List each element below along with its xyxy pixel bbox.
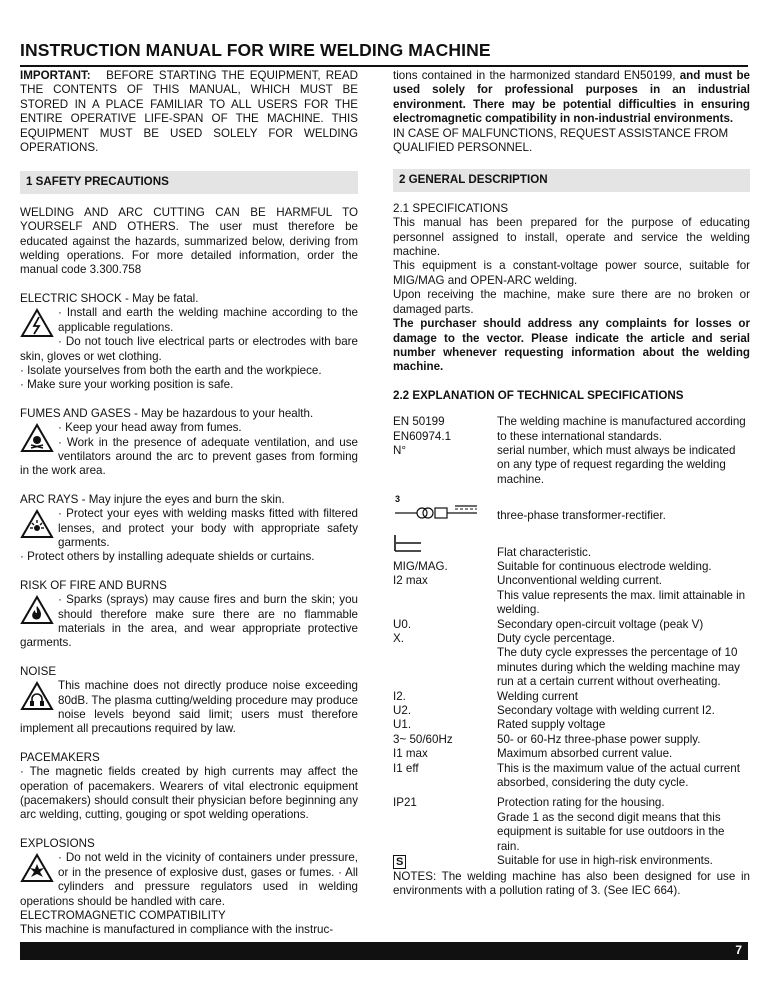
purchaser-notice: The purchaser should address any complaints for losses or damage to the vector. Please indicate the article and serial number whenever requesting information about the welding machine. xyxy=(393,317,750,374)
spec-row-mig: MIG/MAG. Suitable for continuous electrode welding. xyxy=(393,559,712,573)
flat-characteristic-icon xyxy=(393,534,423,552)
spec-row-ip: IP21 Protection rating for the housing. Grade 1 as the second digit means that this equipment is suitable for use outdoors in the rain. xyxy=(393,796,725,853)
arc-rays-icon xyxy=(20,509,54,539)
right-column: tions contained in the harmonized standard EN50199, and must be used solely for professional purposes in an industrial environment. There may be potential difficulties in ensuring electromagnetic compatibility in non-industrial environments. IN CASE OF MALFUNCTIONS, REQUEST ASSISTANCE FROM QUALIFIED PERSONNEL. 2 GENERAL DESCRIPTION 2.1 SPECIFICATIONS This manual has been prepared for the purpose of educating personnel assigned to install, operate and service the welding machine. This equipment is a constant-voltage power source, suitable for MIG/MAG and OPEN-ARC welding. Upon receiving the machine, make sure there are no broken or damaged parts. The purchaser should address any complaints for losses or damage to the vector. Please indicate the article and serial number whenever requesting information about the welding machine. 2.2 EXPLANATION OF TECHNICAL SPECIFICATIONS EN 50199 EN60974.1 The welding machine is manufactured according to these international standards. N° serial number, which must always be indicated on any type of request regarding the welding machine. 3 three-phase transformer-rectifier. Flat characteristic. MIG/MAG. Suitable for continuous electrode welding. I2 max Unconventional welding current. This value represents the max. limit attainable in welding. U0. Secondary open-circuit voltage (peak V) X. Duty cycle percentage. The duty cycle expresses the percentage of 10 minutes during which the welding machine may run at a certain current without overheating. I2. Welding current U2. Secondary voltage with welding current I2. U1. Rated supply voltage 3~ 50/60Hz 50- or 60-Hz three-phase power supply. I1 max Maximum absorbed current value. I1 eff This is the maximum value of the actual current absorbed, considering the duty cycle. IP21 Protection rating for the housing. Grade 1 as the second digit means that this equipment is suitable for use outdoors in the rain. S Suitable for use in high-risk environments. NOTES: The welding machine has also been designed for use in environments with a pollution rating of 3. (See IEC 664). xyxy=(393,69,750,897)
spec-row-flat: Flat characteristic. xyxy=(393,534,750,560)
spec-row-transformer: 3 three-phase transformer-rectifier. xyxy=(395,494,666,523)
spec-row-i1eff: I1 eff This is the maximum value of the actual current absorbed, considering the duty cycle. xyxy=(393,761,740,790)
left-column xyxy=(20,68,358,938)
s-mark-icon: S xyxy=(393,855,406,869)
spec-row-s: S Suitable for use in high-risk environments. xyxy=(393,854,750,869)
rays-title: ARC RAYS - May injure the eyes and burn the skin. xyxy=(20,492,285,506)
svg-text:3: 3 xyxy=(395,494,401,505)
emc-title: ELECTROMAGNETIC COMPATIBILITY xyxy=(20,908,226,922)
shock-title: ELECTRIC SHOCK - May be fatal. xyxy=(20,291,199,305)
title-rule xyxy=(20,65,748,67)
toxic-fumes-icon xyxy=(20,423,54,453)
pacemakers-title: PACEMAKERS xyxy=(20,750,100,764)
page-title: INSTRUCTION MANUAL FOR WIRE WELDING MACHINE xyxy=(20,40,491,60)
safety-intro: WELDING AND ARC CUTTING CAN BE HARMFUL TO YOURSELF AND OTHERS. The user must therefore be educated against the hazards, summarized below, deriving from welding operations. For more detailed information, order the manual code 3.300.758 xyxy=(20,205,358,277)
explosion-icon xyxy=(20,853,54,883)
fire-icon xyxy=(20,595,54,625)
noise-title: NOISE xyxy=(20,664,57,678)
transformer-rectifier-icon xyxy=(393,493,483,523)
fire-block: · Sparks (sprays) may cause fires and burn the skin; you should therefore make sure there are no flammable materials in the area, and wear appropriate protective garments. xyxy=(20,593,358,650)
rays-block: · Protect your eyes with welding masks fitted with filtered lenses, and protect your body with appropriate safety garments. · Protect others by installing adequate shields or curtains. xyxy=(20,507,358,564)
explosions-title: EXPLOSIONS xyxy=(20,836,95,850)
spec-row-i1max: I1 max Maximum absorbed current value. xyxy=(393,747,673,761)
tech-specs-heading: 2.2 EXPLANATION OF TECHNICAL SPECIFICATIONS xyxy=(393,388,684,402)
spec-row-u0: U0. Secondary open-circuit voltage (peak V) xyxy=(393,617,704,631)
electric-shock-icon xyxy=(20,308,54,338)
spec-table xyxy=(393,415,750,869)
pacemakers-text: · The magnetic fields created by high currents may affect the operation of pacemakers. Wearers of vital electronic equipment (pacemakers) should consult their physician before beginning any arc welding, cutting, gouging or spot welding operations. xyxy=(20,765,358,822)
spec-row-x: X. Duty cycle percentage. The duty cycle expresses the percentage of 10 minutes during which the welding machine may run at a certain current without overheating. xyxy=(393,632,740,689)
specifications-heading: 2.1 SPECIFICATIONS xyxy=(393,201,509,215)
fumes-block: · Keep your head away from fumes. · Work in the presence of adequate ventilation, and use ventilators around the arc to prevent gases from forming in the work area. xyxy=(20,421,358,478)
section-safety-precautions: 1 SAFETY PRECAUTIONS xyxy=(20,171,358,193)
footer-bar xyxy=(20,942,748,960)
spec-row-serial: N° serial number, which must always be indicated on any type of request regarding the welding machine. xyxy=(393,443,736,486)
hearing-protection-icon xyxy=(20,681,54,711)
noise-block: This machine does not directly produce noise exceeding 80dB. The plasma cutting/welding procedure may produce noise levels beyond said limit; users must therefore implement all precautions required by law. xyxy=(20,679,358,736)
fumes-title: FUMES AND GASES - May be hazardous to your health. xyxy=(20,406,314,420)
explosions-block: · Do not weld in the vicinity of containers under pressure, or in the presence of explosive dust, gases or fumes. · All cylinders and pressure regulators used in welding operations should be handled with care. xyxy=(20,851,358,908)
important-notice: IMPORTANT: BEFORE STARTING THE EQUIPMENT, READ THE CONTENTS OF THIS MANUAL, WHICH MUST BE STORED IN A PLACE FAMILIAR TO ALL USERS FOR THE ENTIRE OPERATIVE LIFE-SPAN OF THE MACHINE. THIS EQUIPMENT MUST BE USED SOLELY FOR WELDING OPERATIONS. xyxy=(20,69,358,155)
emc-text: This machine is manufactured in compliance with the instruc- xyxy=(20,923,334,937)
spec-row-i2: I2. Welding current xyxy=(393,689,578,703)
malfunction-notice: IN CASE OF MALFUNCTIONS, REQUEST ASSISTANCE FROM QUALIFIED PERSONNEL. xyxy=(393,126,729,155)
fire-title: RISK OF FIRE AND BURNS xyxy=(20,578,167,592)
spec-row-u2: U2. Secondary voltage with welding current I2. xyxy=(393,704,715,718)
spec-row-i2max: I2 max Unconventional welding current. This value represents the max. limit attainable in welding. xyxy=(393,574,746,617)
spec-row-u1: U1. Rated supply voltage xyxy=(393,718,606,732)
page-number: 7 xyxy=(735,943,742,957)
emc-continued: tions contained in the harmonized standard EN50199, and must be used solely for professional purposes in an industrial environment. There may be potential difficulties in ensuring electromagnetic compatibility in non-industrial environments. xyxy=(393,69,750,126)
section-general-description: 2 GENERAL DESCRIPTION xyxy=(393,169,750,191)
spec-row-frequency: 3~ 50/60Hz 50- or 60-Hz three-phase power supply. xyxy=(393,732,701,746)
shock-block: · Install and earth the welding machine according to the applicable regulations. · Do not touch live electrical parts or electrodes with bare skin, gloves or wet clothing. · Isolate yourselves from both the earth and the workpiece. · Make sure your working position is safe. xyxy=(20,306,358,392)
spec-row-standards: EN 50199 EN60974.1 The welding machine is manufactured according to these international standards. xyxy=(393,415,746,443)
notes: NOTES: The welding machine has also been designed for use in environments with a pollution rating of 3. (See IEC 664). xyxy=(393,869,750,897)
